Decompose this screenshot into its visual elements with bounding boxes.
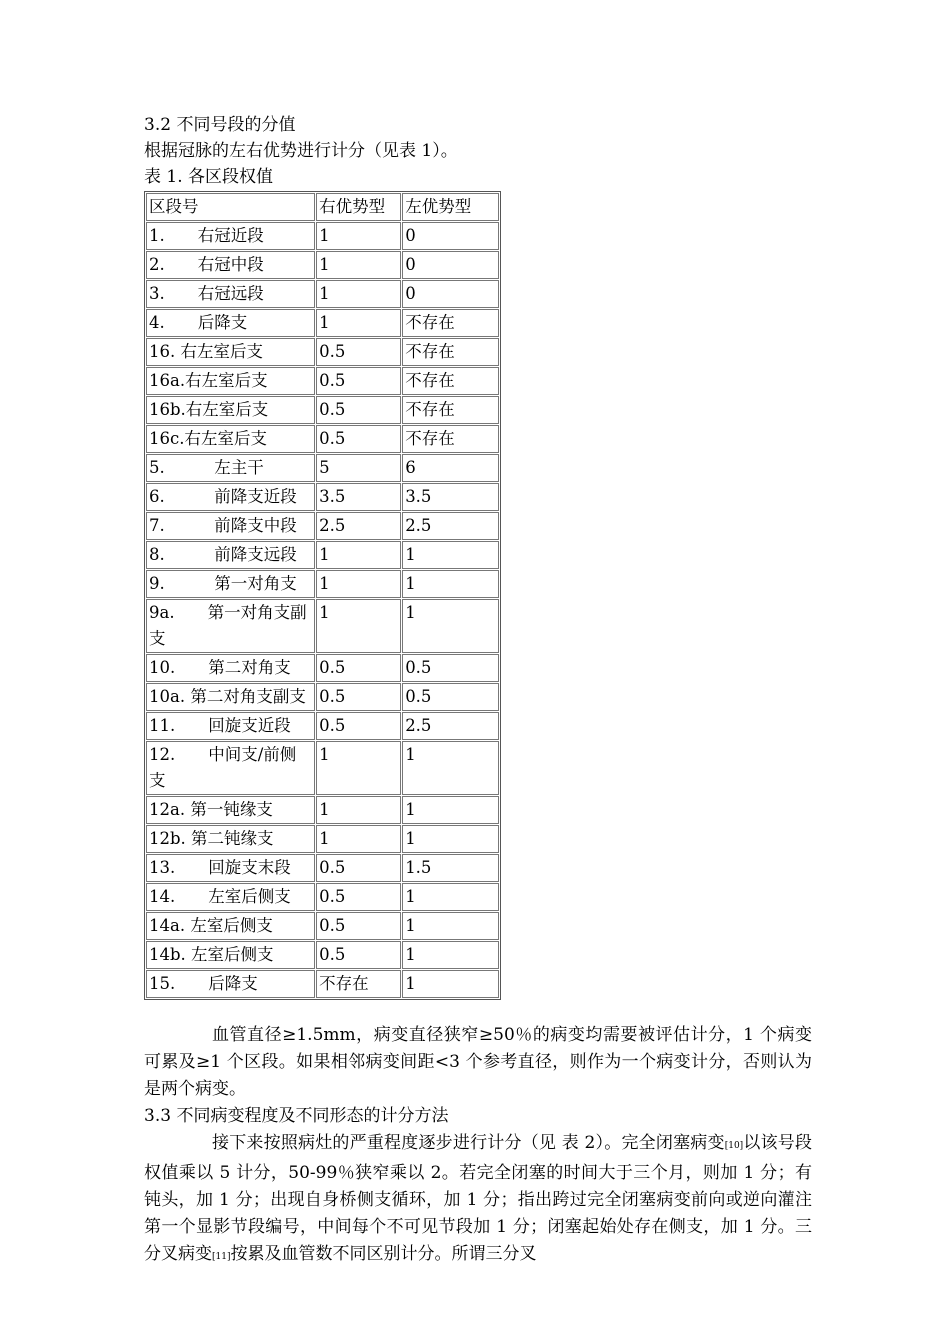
- table-row: [146, 454, 499, 482]
- table-row: [146, 599, 499, 653]
- cell-segment: 12a. 第一钝缘支: [146, 796, 315, 824]
- table-row: [146, 941, 499, 969]
- cell-left-dominant: 不存在: [402, 338, 499, 366]
- cell-right-dominant: 0.5: [316, 367, 401, 395]
- table-row: [146, 251, 499, 279]
- cell-segment: 10. 第二对角支: [146, 654, 315, 682]
- cell-segment: 7. 前降支中段: [146, 512, 315, 540]
- cell-segment: 11. 回旋支近段: [146, 712, 315, 740]
- cell-right-dominant: 1: [316, 570, 401, 598]
- cell-segment: 14a. 左室后侧支: [146, 912, 315, 940]
- cell-right-dominant: 1: [316, 251, 401, 279]
- cell-right-dominant: 0.5: [316, 712, 401, 740]
- cell-segment: 16. 右左室后支: [146, 338, 315, 366]
- cell-segment: 2. 右冠中段: [146, 251, 315, 279]
- cell-segment: 16b.右左室后支: [146, 396, 315, 424]
- cell-right-dominant: 0.5: [316, 883, 401, 911]
- paragraph-lesion-criteria: 血管直径≥1.5mm，病变直径狭窄≥50％的病变均需要被评估计分，1 个病变可累及≥1 个区段。如果相邻病变间距<3 个参考直径，则作为一个病变计分，否则认为是两个病变。: [144, 1025, 812, 1099]
- table-header-row: [146, 193, 499, 221]
- cell-right-dominant: 0.5: [316, 912, 401, 940]
- cell-right-dominant: 1: [316, 222, 401, 250]
- table-row: [146, 970, 499, 998]
- table-row: [146, 541, 499, 569]
- cell-left-dominant: 不存在: [402, 309, 499, 337]
- cell-left-dominant: 0: [402, 280, 499, 308]
- cell-segment: 16a.右左室后支: [146, 367, 315, 395]
- document-page: [144, 112, 816, 1271]
- table-row: [146, 825, 499, 853]
- table-row: [146, 396, 499, 424]
- cell-left-dominant: 1: [402, 796, 499, 824]
- cell-segment: 12b. 第二钝缘支: [146, 825, 315, 853]
- cell-segment: 8. 前降支远段: [146, 541, 315, 569]
- table-row: [146, 309, 499, 337]
- cell-left-dominant: 1: [402, 883, 499, 911]
- cell-right-dominant: 0.5: [316, 425, 401, 453]
- header-left-dominant: 左优势型: [402, 193, 499, 221]
- table-caption: 表 1. 各区段权值: [144, 167, 274, 187]
- table-row: [146, 741, 499, 795]
- cell-right-dominant: 1: [316, 825, 401, 853]
- cell-segment: 6. 前降支近段: [146, 483, 315, 511]
- section-heading-3-2: 3.2 不同号段的分值: [144, 115, 296, 135]
- cell-right-dominant: 1: [316, 741, 401, 795]
- table-row: [146, 912, 499, 940]
- cell-left-dominant: 不存在: [402, 396, 499, 424]
- table-row: [146, 712, 499, 740]
- cell-right-dominant: 3.5: [316, 483, 401, 511]
- cell-left-dominant: 1.5: [402, 854, 499, 882]
- paragraph-scoring-method: [144, 1130, 812, 1271]
- header-segment: 区段号: [146, 193, 315, 221]
- table-row: [146, 338, 499, 366]
- cell-left-dominant: 1: [402, 541, 499, 569]
- cell-left-dominant: 2.5: [402, 512, 499, 540]
- cell-left-dominant: 1: [402, 912, 499, 940]
- cell-segment: 15. 后降支: [146, 970, 315, 998]
- table-row: [146, 367, 499, 395]
- cell-left-dominant: 1: [402, 599, 499, 653]
- cell-right-dominant: 5: [316, 454, 401, 482]
- cell-right-dominant: 2.5: [316, 512, 401, 540]
- cell-left-dominant: 2.5: [402, 712, 499, 740]
- cell-segment: 9a. 第一对角支副支: [146, 599, 315, 653]
- scoring-text-end: 按累及血管数不同区别计分。所谓三分叉: [230, 1244, 537, 1264]
- cell-left-dominant: 0.5: [402, 654, 499, 682]
- cell-segment: 1. 右冠近段: [146, 222, 315, 250]
- table-row: [146, 683, 499, 711]
- cell-right-dominant: 0.5: [316, 654, 401, 682]
- table-row: [146, 883, 499, 911]
- cell-segment: 4. 后降支: [146, 309, 315, 337]
- cell-right-dominant: 0.5: [316, 941, 401, 969]
- cell-right-dominant: 0.5: [316, 396, 401, 424]
- cell-left-dominant: 不存在: [402, 425, 499, 453]
- cell-segment: 14b. 左室后侧支: [146, 941, 315, 969]
- cell-segment: 3. 右冠远段: [146, 280, 315, 308]
- reference-11[interactable]: [11]: [212, 1252, 231, 1262]
- scoring-text-start: 接下来按照病灶的严重程度逐步进行计分（见 表 2）。完全闭塞病变: [212, 1133, 725, 1153]
- cell-left-dominant: 0.5: [402, 683, 499, 711]
- cell-segment: 13. 回旋支末段: [146, 854, 315, 882]
- cell-right-dominant: 1: [316, 796, 401, 824]
- table-row: [146, 512, 499, 540]
- scoring-text-middle: 以该号段权值乘以 5 计分，50-99％狭窄乘以 2。若完全闭塞的时间大于三个月，则加 1 分；有钝头，加 1 分；出现自身桥侧支循环，加 1 分；指出跨过完全闭塞病变前向或逆向灌注第一个显影节段编号，中间每个不可见节段加 1 分；闭塞起始处存在侧支，加 1 分。三分叉病变: [144, 1133, 813, 1264]
- table-row: [146, 854, 499, 882]
- cell-right-dominant: 0.5: [316, 683, 401, 711]
- cell-left-dominant: 1: [402, 970, 499, 998]
- cell-segment: 10a. 第二对角支副支: [146, 683, 315, 711]
- table-row: [146, 280, 499, 308]
- cell-segment: 5. 左主干: [146, 454, 315, 482]
- cell-left-dominant: 3.5: [402, 483, 499, 511]
- cell-segment: 9. 第一对角支: [146, 570, 315, 598]
- segment-weight-table: [144, 191, 501, 1000]
- cell-segment: 16c.右左室后支: [146, 425, 315, 453]
- table-row: [146, 796, 499, 824]
- table-row: [146, 570, 499, 598]
- intro-line: 根据冠脉的左右优势进行计分（见表 1）。: [144, 141, 458, 161]
- cell-left-dominant: 0: [402, 251, 499, 279]
- cell-left-dominant: 1: [402, 825, 499, 853]
- table-row: [146, 425, 499, 453]
- cell-right-dominant: 1: [316, 280, 401, 308]
- cell-left-dominant: 1: [402, 570, 499, 598]
- table-row: [146, 654, 499, 682]
- cell-segment: 14. 左室后侧支: [146, 883, 315, 911]
- cell-right-dominant: 1: [316, 599, 401, 653]
- cell-right-dominant: 1: [316, 309, 401, 337]
- table-row: [146, 222, 499, 250]
- cell-right-dominant: 不存在: [316, 970, 401, 998]
- cell-segment: 12. 中间支/前侧支: [146, 741, 315, 795]
- section-heading-3-3: 3.3 不同病变程度及不同形态的计分方法: [144, 1106, 449, 1126]
- cell-left-dominant: 6: [402, 454, 499, 482]
- cell-right-dominant: 1: [316, 541, 401, 569]
- table-row: [146, 483, 499, 511]
- cell-right-dominant: 0.5: [316, 854, 401, 882]
- cell-left-dominant: 不存在: [402, 367, 499, 395]
- reference-10[interactable]: [10]: [724, 1141, 744, 1151]
- cell-left-dominant: 0: [402, 222, 499, 250]
- header-right-dominant: 右优势型: [316, 193, 401, 221]
- cell-right-dominant: 0.5: [316, 338, 401, 366]
- cell-left-dominant: 1: [402, 941, 499, 969]
- cell-left-dominant: 1: [402, 741, 499, 795]
